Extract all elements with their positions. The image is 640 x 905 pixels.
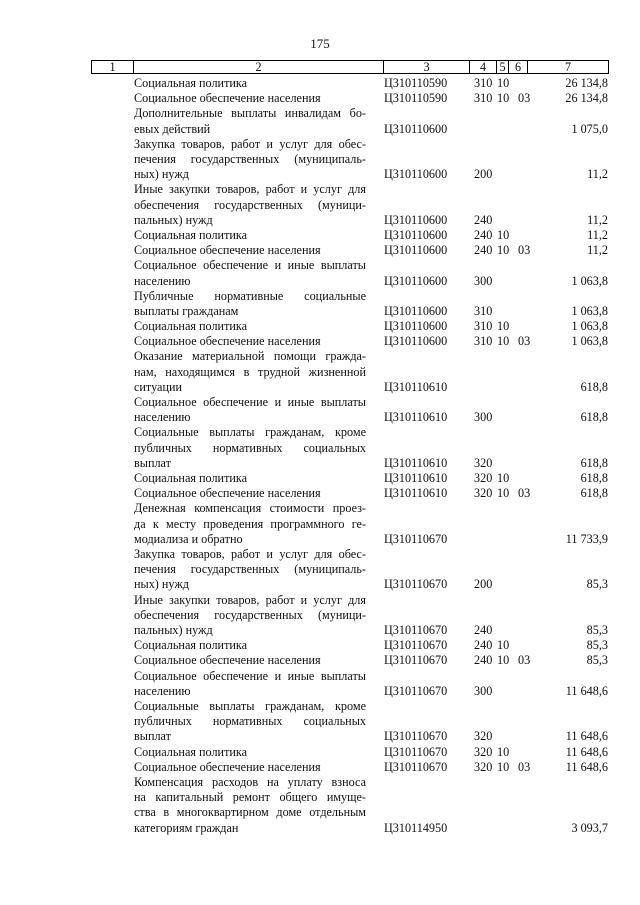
row-amount: 11,2 bbox=[587, 243, 608, 258]
row-name bbox=[134, 243, 366, 258]
row-name-line: Социальные выплаты гражданам, кроме bbox=[134, 698, 366, 713]
row-section: 10 bbox=[497, 227, 510, 242]
table-row bbox=[0, 258, 640, 288]
row-expense-type: 310 bbox=[474, 334, 493, 349]
table-row bbox=[0, 334, 640, 349]
table-header bbox=[91, 60, 609, 74]
row-name-line: Социальные выплаты гражданам, кроме bbox=[134, 425, 366, 440]
table-row bbox=[0, 471, 640, 486]
row-name-line: модиализа и обратно bbox=[134, 531, 243, 546]
row-name bbox=[134, 319, 366, 334]
row-subsection: 03 bbox=[518, 334, 531, 349]
table-row bbox=[0, 349, 640, 395]
row-amount: 1 063,8 bbox=[571, 273, 608, 288]
row-name bbox=[134, 669, 366, 699]
row-name-line: Социальная политика bbox=[134, 638, 248, 653]
row-name bbox=[134, 775, 366, 836]
row-section: 10 bbox=[497, 471, 510, 486]
row-code: Ц310110670 bbox=[384, 638, 448, 653]
row-amount: 1 075,0 bbox=[571, 121, 608, 136]
row-expense-type: 300 bbox=[474, 683, 493, 698]
row-subsection: 03 bbox=[518, 486, 531, 501]
row-name bbox=[134, 699, 366, 745]
row-expense-type: 300 bbox=[474, 273, 493, 288]
row-name bbox=[134, 501, 366, 547]
row-expense-type: 320 bbox=[474, 486, 493, 501]
row-amount: 618,8 bbox=[580, 486, 608, 501]
table-row bbox=[0, 669, 640, 699]
row-amount: 11 733,9 bbox=[565, 531, 608, 546]
row-section: 10 bbox=[497, 653, 510, 668]
row-name bbox=[134, 106, 366, 136]
row-amount: 618,8 bbox=[580, 410, 608, 425]
header-col-3: 3 bbox=[423, 60, 430, 74]
row-code: Ц310114950 bbox=[384, 820, 448, 835]
row-name-line: публичных нормативных социальных bbox=[134, 440, 366, 455]
row-name-line: Социальное обеспечение и иные выплаты bbox=[134, 395, 366, 410]
row-amount: 618,8 bbox=[580, 455, 608, 470]
table-row bbox=[0, 760, 640, 775]
table-row bbox=[0, 638, 640, 653]
row-name bbox=[134, 547, 366, 593]
row-section: 10 bbox=[497, 91, 510, 106]
row-expense-type: 320 bbox=[474, 455, 493, 470]
row-code: Ц310110600 bbox=[384, 243, 448, 258]
row-name-line: Иные закупки товаров, работ и услуг для bbox=[134, 182, 366, 197]
row-name-line: ных) нужд bbox=[134, 167, 189, 182]
row-expense-type: 240 bbox=[474, 623, 493, 638]
row-code: Ц310110600 bbox=[384, 319, 448, 334]
table-row bbox=[0, 319, 640, 334]
header-col-4: 4 bbox=[479, 60, 487, 74]
row-amount: 11 648,6 bbox=[565, 729, 608, 744]
row-name bbox=[134, 425, 366, 471]
table-row bbox=[0, 486, 640, 501]
table-row bbox=[0, 593, 640, 639]
row-name-line: Социальное обеспечение населения bbox=[134, 653, 321, 668]
table-row bbox=[0, 425, 640, 471]
row-code: Ц310110610 bbox=[384, 455, 448, 470]
row-name bbox=[134, 182, 366, 228]
row-amount: 11,2 bbox=[587, 227, 608, 242]
row-name bbox=[134, 395, 366, 425]
row-name-line: Социальное обеспечение населения bbox=[134, 486, 321, 501]
row-code: Ц310110670 bbox=[384, 623, 448, 638]
row-name-line: населению bbox=[134, 273, 191, 288]
row-name-line: Дополнительные выплаты инвалидам бо- bbox=[134, 106, 366, 121]
row-name bbox=[134, 349, 366, 395]
header-col-6: 6 bbox=[514, 60, 522, 74]
table-row bbox=[0, 289, 640, 319]
row-name-line: Социальная политика bbox=[134, 319, 248, 334]
row-section: 10 bbox=[497, 75, 510, 90]
row-code: Ц310110670 bbox=[384, 744, 448, 759]
table-row bbox=[0, 182, 640, 228]
row-name bbox=[134, 760, 366, 775]
page-number: 175 bbox=[310, 36, 330, 51]
row-amount: 85,3 bbox=[586, 577, 608, 592]
row-subsection: 03 bbox=[518, 91, 531, 106]
row-expense-type: 240 bbox=[474, 243, 493, 258]
table-row bbox=[0, 653, 640, 668]
row-name-line: Социальное обеспечение населения bbox=[134, 243, 321, 258]
row-section: 10 bbox=[497, 744, 510, 759]
row-name-line: населению bbox=[134, 410, 191, 425]
row-expense-type: 310 bbox=[474, 75, 493, 90]
row-expense-type: 320 bbox=[474, 759, 493, 774]
row-name-line: Социальная политика bbox=[134, 744, 248, 759]
row-name-line: выплаты гражданам bbox=[134, 303, 239, 318]
row-expense-type: 310 bbox=[474, 319, 493, 334]
row-name-line: обеспечения государственных (муници- bbox=[134, 607, 366, 622]
row-code: Ц310110600 bbox=[384, 212, 448, 227]
row-name-line: ситуации bbox=[134, 379, 183, 394]
row-name bbox=[134, 76, 366, 91]
row-code: Ц310110610 bbox=[384, 410, 448, 425]
row-code: Ц310110600 bbox=[384, 303, 448, 318]
row-name-line: Оказание материальной помощи гражда- bbox=[134, 349, 366, 364]
row-expense-type: 240 bbox=[474, 212, 493, 227]
row-name-line: евых действий bbox=[134, 121, 211, 136]
row-amount: 26 134,8 bbox=[565, 75, 608, 90]
row-code: Ц310110670 bbox=[384, 653, 448, 668]
row-name-line: нам, находящимся в трудной жизненной bbox=[134, 364, 366, 379]
row-amount: 1 063,8 bbox=[571, 303, 608, 318]
row-amount: 1 063,8 bbox=[571, 334, 608, 349]
row-amount: 11,2 bbox=[587, 212, 608, 227]
row-name bbox=[134, 137, 366, 183]
row-expense-type: 320 bbox=[474, 471, 493, 486]
row-amount: 85,3 bbox=[586, 653, 608, 668]
row-name bbox=[134, 258, 366, 288]
row-name bbox=[134, 289, 366, 319]
row-code: Ц310110670 bbox=[384, 577, 448, 592]
row-name-line: Публичные нормативные социальные bbox=[134, 288, 366, 303]
row-name-line: печения государственных (муниципаль- bbox=[134, 151, 366, 166]
header-col-7: 7 bbox=[564, 60, 572, 74]
row-code: Ц310110670 bbox=[384, 729, 448, 744]
row-name-line: Иные закупки товаров, работ и услуг для bbox=[134, 592, 366, 607]
row-code: Ц310110600 bbox=[384, 334, 448, 349]
row-name bbox=[134, 91, 366, 106]
row-name-line: Социальное обеспечение населения bbox=[134, 759, 321, 774]
row-expense-type: 200 bbox=[474, 577, 493, 592]
row-name-line: выплат bbox=[134, 729, 171, 744]
row-code: Ц310110590 bbox=[384, 75, 448, 90]
row-code: Ц310110600 bbox=[384, 167, 448, 182]
row-name bbox=[134, 471, 366, 486]
row-amount: 618,8 bbox=[580, 379, 608, 394]
row-expense-type: 310 bbox=[474, 303, 493, 318]
row-amount: 11,2 bbox=[587, 167, 608, 182]
row-expense-type: 300 bbox=[474, 410, 493, 425]
row-name bbox=[134, 334, 366, 349]
row-expense-type: 320 bbox=[474, 729, 493, 744]
row-subsection: 03 bbox=[518, 759, 531, 774]
row-expense-type: 320 bbox=[474, 744, 493, 759]
table-row bbox=[0, 137, 640, 183]
table-row bbox=[0, 699, 640, 745]
table-row bbox=[0, 775, 640, 836]
row-name-line: да к месту проведения программного ге- bbox=[134, 516, 366, 531]
row-code: Ц310110600 bbox=[384, 121, 448, 136]
row-name-line: Закупка товаров, работ и услуг для обес- bbox=[134, 136, 366, 151]
row-name bbox=[134, 638, 366, 653]
row-name-line: Социальное обеспечение населения bbox=[134, 334, 321, 349]
row-name-line: Социальная политика bbox=[134, 76, 248, 90]
row-amount: 618,8 bbox=[580, 471, 608, 486]
row-code: Ц310110670 bbox=[384, 683, 448, 698]
row-name-line: населению bbox=[134, 683, 191, 698]
row-name-line: Компенсация расходов на уплату взноса bbox=[134, 774, 366, 789]
row-section: 10 bbox=[497, 243, 510, 258]
row-expense-type: 310 bbox=[474, 91, 493, 106]
row-amount: 11 648,6 bbox=[565, 683, 608, 698]
row-name-line: пальных) нужд bbox=[134, 623, 213, 637]
row-subsection: 03 bbox=[518, 243, 531, 258]
table-row bbox=[0, 547, 640, 593]
header-col-5: 5 bbox=[499, 60, 506, 74]
table-row bbox=[0, 91, 640, 106]
row-expense-type: 240 bbox=[474, 638, 493, 653]
row-amount: 3 093,7 bbox=[571, 820, 608, 835]
table-row bbox=[0, 501, 640, 547]
table-row bbox=[0, 228, 640, 243]
row-name bbox=[134, 745, 366, 760]
row-amount: 11 648,6 bbox=[565, 759, 608, 774]
row-expense-type: 200 bbox=[474, 167, 493, 182]
row-name bbox=[134, 486, 366, 501]
row-name-line: Социальное обеспечение и иные выплаты bbox=[134, 668, 366, 683]
row-name-line: ных) нужд bbox=[134, 577, 189, 592]
row-name bbox=[134, 593, 366, 639]
row-amount: 1 063,8 bbox=[571, 319, 608, 334]
row-subsection: 03 bbox=[518, 653, 531, 668]
row-name-line: ства в многоквартирном доме отдельным bbox=[134, 805, 366, 820]
row-code: Ц310110590 bbox=[384, 91, 448, 106]
table-row bbox=[0, 395, 640, 425]
row-name-line: категориям граждан bbox=[134, 820, 239, 835]
row-name-line: пальных) нужд bbox=[134, 212, 213, 227]
row-code: Ц310110600 bbox=[384, 227, 448, 242]
row-amount: 85,3 bbox=[586, 623, 608, 638]
table-row bbox=[0, 745, 640, 760]
row-name-line: публичных нормативных социальных bbox=[134, 714, 366, 729]
row-name-line: Денежная компенсация стоимости проез- bbox=[134, 501, 366, 516]
row-code: Ц310110610 bbox=[384, 486, 448, 501]
row-expense-type: 240 bbox=[474, 227, 493, 242]
row-code: Ц310110600 bbox=[384, 273, 448, 288]
row-name-line: Социальная политика bbox=[134, 227, 248, 242]
row-section: 10 bbox=[497, 334, 510, 349]
table-row bbox=[0, 243, 640, 258]
row-name-line: печения государственных (муниципаль- bbox=[134, 562, 366, 577]
row-name-line: Закупка товаров, работ и услуг для обес- bbox=[134, 547, 366, 562]
row-code: Ц310110670 bbox=[384, 531, 448, 546]
row-name-line: обеспечения государственных (муници- bbox=[134, 197, 366, 212]
row-section: 10 bbox=[497, 319, 510, 334]
row-amount: 11 648,6 bbox=[565, 744, 608, 759]
row-name-line: Социальная политика bbox=[134, 471, 248, 486]
row-name-line: выплат bbox=[134, 455, 171, 470]
row-section: 10 bbox=[497, 759, 510, 774]
row-code: Ц310110610 bbox=[384, 471, 448, 486]
row-section: 10 bbox=[497, 638, 510, 653]
budget-table-body bbox=[0, 76, 640, 836]
row-name-line: Социальное обеспечение и иные выплаты bbox=[134, 258, 366, 273]
row-name-line: Социальное обеспечение населения bbox=[134, 91, 321, 106]
table-row bbox=[0, 76, 640, 91]
header-col-1: 1 bbox=[109, 60, 116, 74]
row-amount: 85,3 bbox=[586, 638, 608, 653]
row-name bbox=[134, 228, 366, 243]
header-col-2: 2 bbox=[255, 60, 262, 74]
row-amount: 26 134,8 bbox=[565, 91, 608, 106]
row-name-line: на капитальный ремонт общего имуще- bbox=[134, 790, 366, 805]
row-name bbox=[134, 653, 366, 668]
row-code: Ц310110610 bbox=[384, 379, 448, 394]
row-section: 10 bbox=[497, 486, 510, 501]
row-expense-type: 240 bbox=[474, 653, 493, 668]
row-code: Ц310110670 bbox=[384, 759, 448, 774]
table-row bbox=[0, 106, 640, 136]
